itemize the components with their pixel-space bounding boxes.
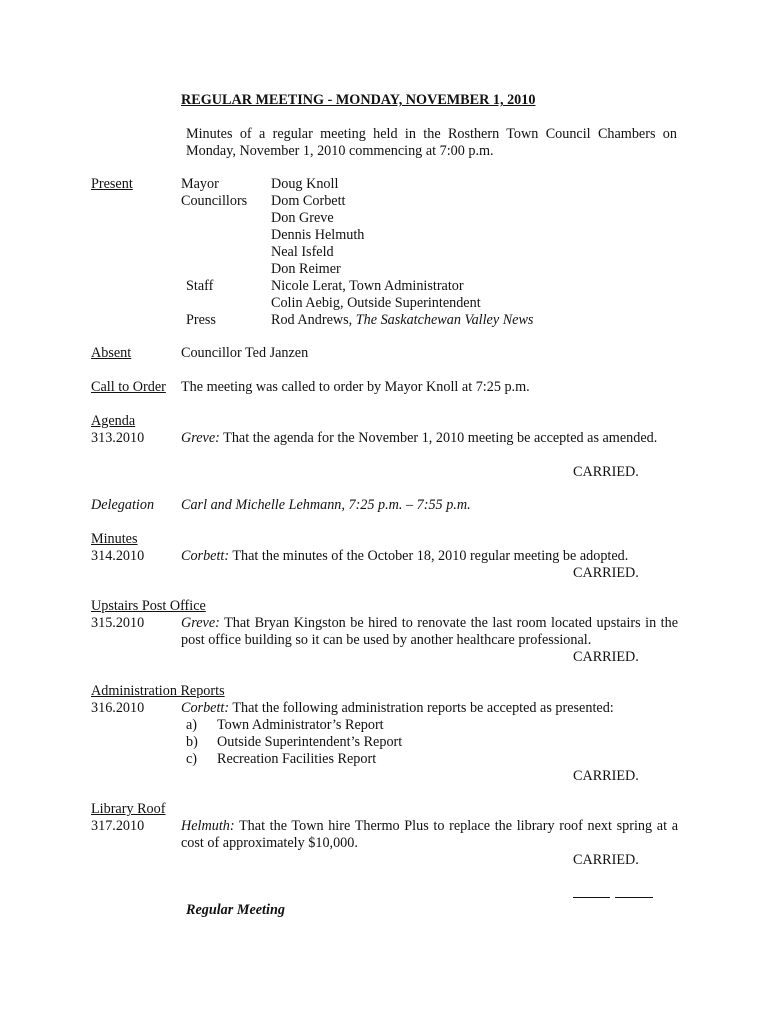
list-item: Town Administrator’s Report (217, 717, 384, 733)
carried-label: CARRIED. (573, 768, 639, 784)
page-title: REGULAR MEETING - MONDAY, NOVEMBER 1, 2010 (181, 92, 536, 108)
councillors-role: Councillors (181, 193, 248, 209)
delegation-heading: Delegation (91, 497, 155, 513)
agenda-heading: Agenda (91, 413, 136, 429)
call-to-order-heading: Call to Order (91, 379, 166, 395)
motion-text: Corbett: That the following administration reports be accepted as presented: (181, 700, 614, 716)
councillor-name: Don Greve (271, 210, 334, 226)
admin-reports-heading: Administration Reports (91, 683, 225, 699)
motion-text: Greve: That Bryan Kingston be hired to renovate the last room located upstairs in the post office building so it can be used by another healthcare professional. (181, 615, 678, 648)
list-item: Outside Superintendent’s Report (217, 734, 403, 750)
motion-mover: Greve: (181, 615, 220, 631)
motion-mover: Helmuth: (181, 818, 235, 834)
footer-label: Regular Meeting (186, 902, 285, 918)
absent-heading: Absent (91, 345, 132, 361)
mayor-role: Mayor (181, 176, 219, 192)
councillor-name: Neal Isfeld (271, 244, 334, 260)
motion-number: 317.2010 (91, 818, 145, 834)
call-to-order-text: The meeting was called to order by Mayor Knoll at 7:25 p.m. (181, 379, 530, 395)
motion-text: Helmuth: That the Town hire Thermo Plus to replace the library roof next spring at a cost of approximately $10,000. (181, 818, 678, 851)
signature-line (615, 897, 653, 898)
carried-label: CARRIED. (573, 464, 639, 480)
press-entry (271, 312, 533, 329)
mayor-name: Doug Knoll (271, 176, 339, 192)
delegation-text: Carl and Michelle Lehmann, 7:25 p.m. – 7:55 p.m. (181, 497, 471, 513)
carried-label: CARRIED. (573, 649, 639, 665)
motion-number: 313.2010 (91, 430, 145, 446)
staff-name: Colin Aebig, Outside Superintendent (271, 295, 481, 311)
list-marker: b) (186, 734, 198, 750)
press-name: Rod Andrews, (271, 312, 356, 328)
staff-name: Nicole Lerat, Town Administrator (271, 278, 464, 294)
motion-mover: Corbett: (181, 548, 230, 564)
carried-label: CARRIED. (573, 852, 639, 868)
list-item: Recreation Facilities Report (217, 751, 377, 767)
minutes-heading: Minutes (91, 531, 138, 547)
motion-number: 315.2010 (91, 615, 145, 631)
motion-number: 316.2010 (91, 700, 145, 716)
motion-mover: Corbett: (181, 700, 230, 716)
staff-role: Staff (186, 278, 214, 294)
carried-label: CARRIED. (573, 565, 639, 581)
intro-paragraph: Minutes of a regular meeting held in the Rosthern Town Council Chambers on Monday, November 1, 2010 commencing at 7:00 p.m. (186, 126, 677, 159)
motion-number: 314.2010 (91, 548, 145, 564)
councillor-name: Don Reimer (271, 261, 341, 277)
councillor-name: Dennis Helmuth (271, 227, 365, 243)
signature-line (573, 897, 610, 898)
list-marker: a) (186, 717, 198, 733)
present-heading: Present (91, 176, 133, 192)
list-marker: c) (186, 751, 198, 767)
press-role: Press (186, 312, 216, 328)
motion-text: Corbett: That the minutes of the October 18, 2010 regular meeting be adopted. (181, 548, 629, 564)
motion-mover: Greve: (181, 430, 220, 446)
post-office-heading: Upstairs Post Office (91, 598, 206, 614)
motion-text: Greve: That the agenda for the November 1, 2010 meeting be accepted as amended. (181, 430, 658, 446)
absent-text: Councillor Ted Janzen (181, 345, 309, 361)
press-outlet: The Saskatchewan Valley News (355, 312, 534, 328)
councillor-name: Dom Corbett (271, 193, 346, 209)
library-roof-heading: Library Roof (91, 801, 166, 817)
